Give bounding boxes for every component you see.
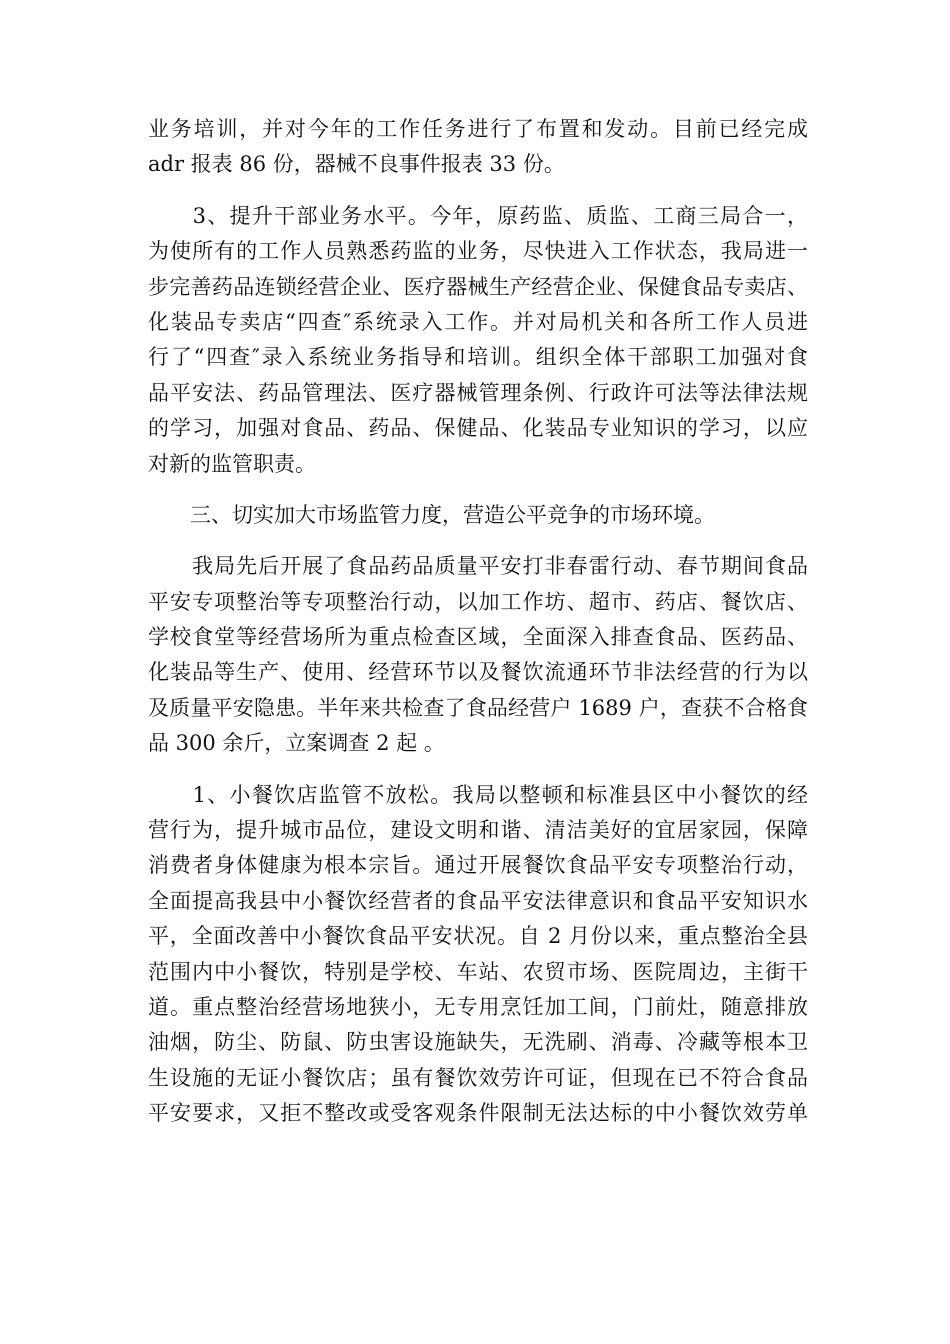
text-line: 3、提升干部业务水平。今年，原药监、质监、工商三局合一， (148, 203, 808, 228)
paragraph-gap (148, 482, 808, 498)
document-page (148, 112, 808, 1132)
text-line: 全面提高我县中小餐饮经营者的食品平安法律意识和食品平安知识水 (148, 888, 808, 913)
paragraph-gap (148, 183, 808, 199)
text-line: 生设施的无证小餐饮店；虽有餐饮效劳许可证，但现在已不符合食品 (148, 1065, 808, 1090)
text-line: 我局先后开展了食品药品质量平安打非春雷行动、春节期间食品 (148, 554, 808, 579)
text-line: 平安专项整治等专项整治行动，以加工作坊、超市、药店、餐饮店、 (148, 589, 808, 614)
paragraph-training (148, 112, 808, 183)
text-line: adr 报表 86 份，器械不良事件报表 33 份。 (148, 152, 565, 177)
text-line: 道。重点整治经营场地狭小，无专用烹饪加工间，门前灶，随意排放 (148, 994, 808, 1019)
text-line: 消费者身体健康为根本宗旨。通过开展餐饮食品平安专项整治行动， (148, 853, 808, 878)
text-line: 学校食堂等经营场所为重点检查区域，全面深入排查食品、医药品、 (148, 625, 808, 650)
text-line: 三、切实加大市场监管力度，营造公平竞争的市场环境。 (148, 502, 715, 527)
text-line: 化装品专卖店“四查″系统录入工作。并对局机关和各所工作人员进 (148, 309, 808, 334)
text-line: 范围内中小餐饮，特别是学校、车站、农贸市场、医院周边，主街干 (148, 959, 808, 984)
text-line: 的学习，加强对食品、药品、保健品、化装品专业知识的学习，以应 (148, 416, 808, 441)
text-line: 平，全面改善中小餐饮食品平安状况。自 2 月份以来，重点整治全县 (148, 924, 808, 949)
text-line: 油烟，防尘、防鼠、防虫害设施缺失，无洗刷、消毒、冷藏等根本卫 (148, 1030, 808, 1055)
text-line: 品平安法、药品管理法、医疗器械管理条例、行政许可法等法律法规 (148, 380, 808, 405)
paragraph-small-restaurants (148, 778, 808, 1132)
text-line: 品 300 余斤，立案调查 2 起 。 (148, 731, 445, 756)
text-line: 步完善药品连锁经营企业、医疗器械生产经营企业、保健食品专卖店、 (148, 274, 808, 299)
text-line: 营行为，提升城市品位，建设文明和谐、清洁美好的宜居家园，保障 (148, 818, 808, 843)
text-line: 为使所有的工作人员熟悉药监的业务，尽快进入工作状态，我局进一 (148, 239, 808, 264)
text-line: 对新的监管职责。 (148, 451, 316, 476)
text-line: 及质量平安隐患。半年来共检查了食品经营户 1689 户，查获不合格食 (148, 695, 808, 720)
text-line: 业务培训，并对今年的工作任务进行了布置和发动。目前已经完成 (148, 117, 808, 141)
text-line: 1、小餐饮店监管不放松。我局以整顿和标准县区中小餐饮的经 (148, 782, 808, 807)
text-line: 化装品等生产、使用、经营环节以及餐饮流通环节非法经营的行为以 (148, 660, 808, 685)
text-line: 行了“四查″录入系统业务指导和培训。组织全体干部职工加强对食 (148, 345, 808, 370)
text-line: 平安要求，又拒不整改或受客观条件限制无法达标的中小餐饮效劳单 (148, 1101, 808, 1126)
paragraph-gap (148, 533, 808, 549)
paragraph-cadre-skills (148, 199, 808, 482)
paragraph-special-actions (148, 549, 808, 761)
section-heading-market-supervision (148, 498, 808, 533)
paragraph-gap (148, 762, 808, 778)
